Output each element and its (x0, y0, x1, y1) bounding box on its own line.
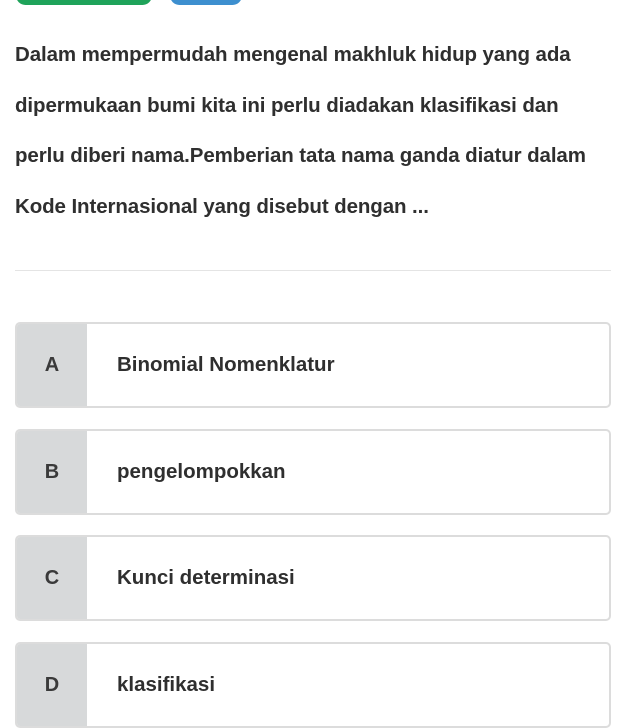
option-letter: D (17, 644, 87, 726)
option-d[interactable] (15, 642, 611, 728)
option-label: pengelompokkan (117, 460, 286, 483)
divider (15, 270, 611, 271)
option-c[interactable] (15, 535, 611, 621)
option-label: Binomial Nomenklatur (117, 353, 335, 376)
option-label: Kunci determinasi (117, 566, 295, 589)
option-b[interactable] (15, 429, 611, 515)
option-letter: C (17, 537, 87, 619)
option-letter: A (17, 324, 87, 406)
category-pill-blue[interactable] (170, 0, 242, 5)
category-pill-green[interactable] (16, 0, 152, 5)
option-label: klasifikasi (117, 673, 216, 696)
option-a[interactable] (15, 322, 611, 408)
question-text: Dalam mempermudah mengenal makhluk hidup yang ada dipermukaan bumi kita ini perlu diadakan klasifikasi dan perlu diberi nama.Pemberian tata nama ganda diatur dalam Kode Internasional yang disebut dengan ... (15, 43, 586, 218)
option-letter: B (17, 431, 87, 513)
